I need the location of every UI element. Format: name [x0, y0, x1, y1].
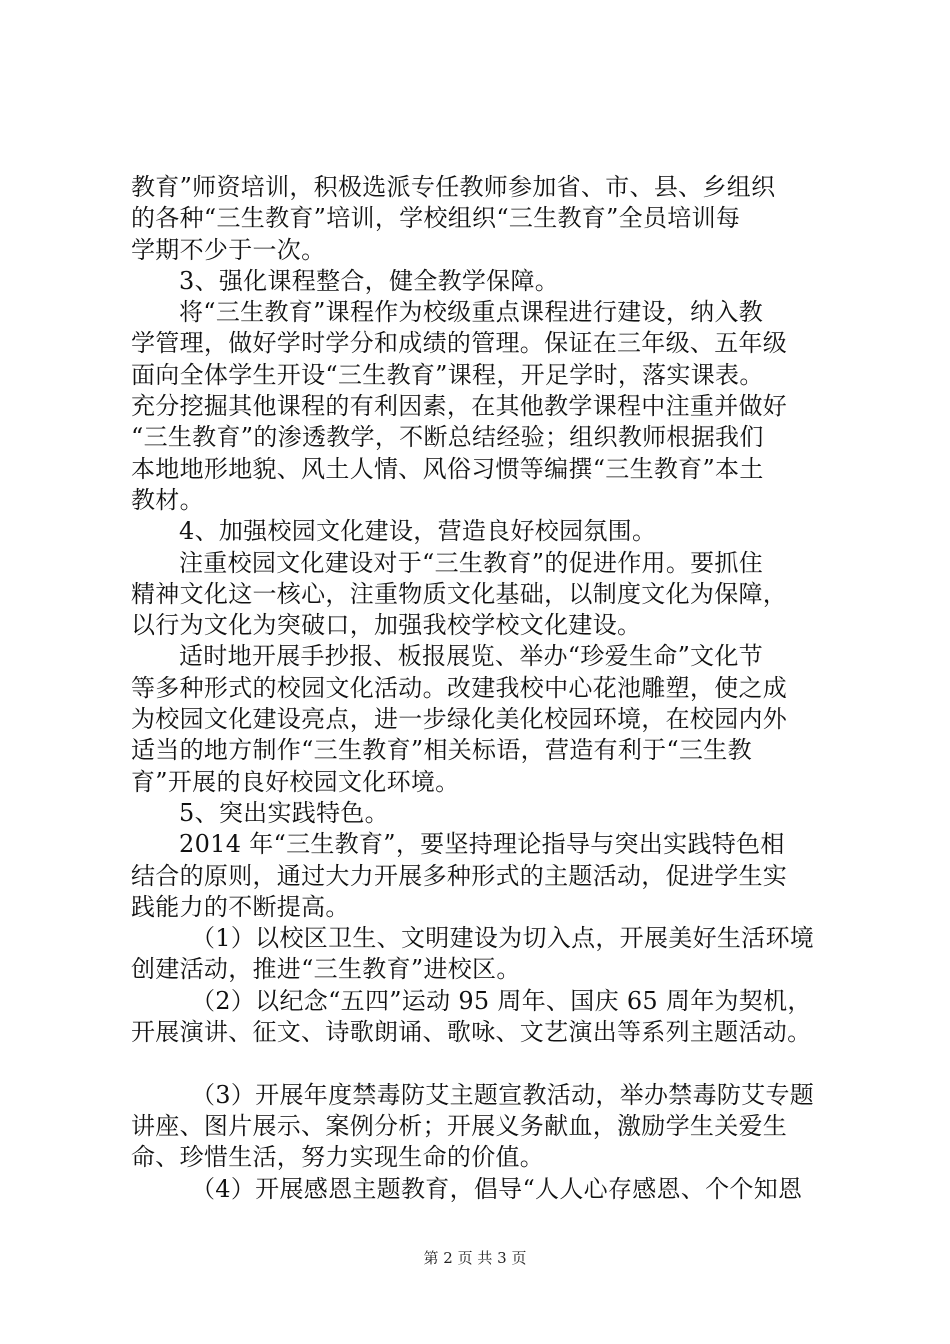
text-line: 教材。 — [131, 485, 204, 514]
text-line: 精神文化这一核心，注重物质文化基础，以制度文化为保障， — [131, 579, 788, 608]
text-line: 学管理，做好学时学分和成绩的管理。保证在三年级、五年级 — [131, 329, 788, 358]
paragraph-start: 适时地开展手抄报、板报展览、举办“珍爱生命”文化节 — [179, 642, 764, 671]
section-heading-5: 5、突出实践特色。 — [179, 798, 389, 827]
paragraph-start: 注重校园文化建设对于“三生教育”的促进作用。要抓住 — [179, 548, 764, 577]
list-item-4: （4）开展感恩主题教育，倡导“人人心存感恩、个个知恩 — [191, 1174, 803, 1203]
text-line: 的各种“三生教育”培训，学校组织“三生教育”全员培训每 — [131, 204, 741, 233]
paragraph-start: 2014 年“三生教育”，要坚持理论指导与突出实践特色相 — [179, 830, 785, 859]
section-heading-3: 3、强化课程整合，健全教学保障。 — [179, 266, 560, 295]
page-footer — [0, 1248, 950, 1268]
text-line: 面向全体学生开设“三生教育”课程，开足学时，落实课表。 — [131, 360, 764, 389]
list-item-2: （2）以纪念“五四”运动 95 周年、国庆 65 周年为契机， — [191, 986, 812, 1015]
text-line: 本地地形地貌、风土人情、风俗习惯等编撰“三生教育”本土 — [131, 454, 764, 483]
text-line: 学期不少于一次。 — [131, 235, 326, 264]
text-line: 践能力的不断提高。 — [131, 892, 350, 921]
text-line: 适当的地方制作“三生教育”相关标语，营造有利于“三生教 — [131, 736, 752, 765]
text-line: 以行为文化为突破口，加强我校学校文化建设。 — [131, 611, 642, 640]
text-line: 等多种形式的校园文化活动。改建我校中心花池雕塑，使之成 — [131, 673, 788, 702]
section-heading-4: 4、加强校园文化建设，营造良好校园氛围。 — [179, 517, 657, 546]
list-item-1: （1）以校区卫生、文明建设为切入点，开展美好生活环境 — [191, 924, 815, 953]
text-line: 命、珍惜生活，努力实现生命的价值。 — [131, 1143, 545, 1172]
paragraph-start: 将“三生教育”课程作为校级重点课程进行建设，纳入教 — [179, 298, 764, 327]
page-number-label: 第 2 页 共 3 页 — [423, 1249, 527, 1267]
text-line: 开展演讲、征文、诗歌朗诵、歌咏、文艺演出等系列主题活动。 — [131, 1018, 812, 1047]
text-line: 讲座、图片展示、案例分析；开展义务献血，激励学生关爱生 — [131, 1111, 788, 1140]
text-line: 结合的原则，通过大力开展多种形式的主题活动，促进学生实 — [131, 861, 788, 890]
document-body — [131, 172, 831, 1205]
blank-line — [131, 1048, 831, 1079]
text-line: 创建活动，推进“三生教育”进校区。 — [131, 955, 521, 984]
text-line: 教育”师资培训，积极选派专任教师参加省、市、县、乡组织 — [131, 173, 776, 201]
text-line: 育”开展的良好校园文化环境。 — [131, 767, 460, 796]
text-line: “三生教育”的渗透教学，不断总结经验；组织教师根据我们 — [131, 423, 764, 452]
text-line: 充分挖掘其他课程的有利因素，在其他教学课程中注重并做好 — [131, 392, 788, 421]
list-item-3: （3）开展年度禁毒防艾主题宣教活动，举办禁毒防艾专题 — [191, 1080, 815, 1109]
text-line: 为校园文化建设亮点，进一步绿化美化校园环境，在校园内外 — [131, 705, 788, 734]
